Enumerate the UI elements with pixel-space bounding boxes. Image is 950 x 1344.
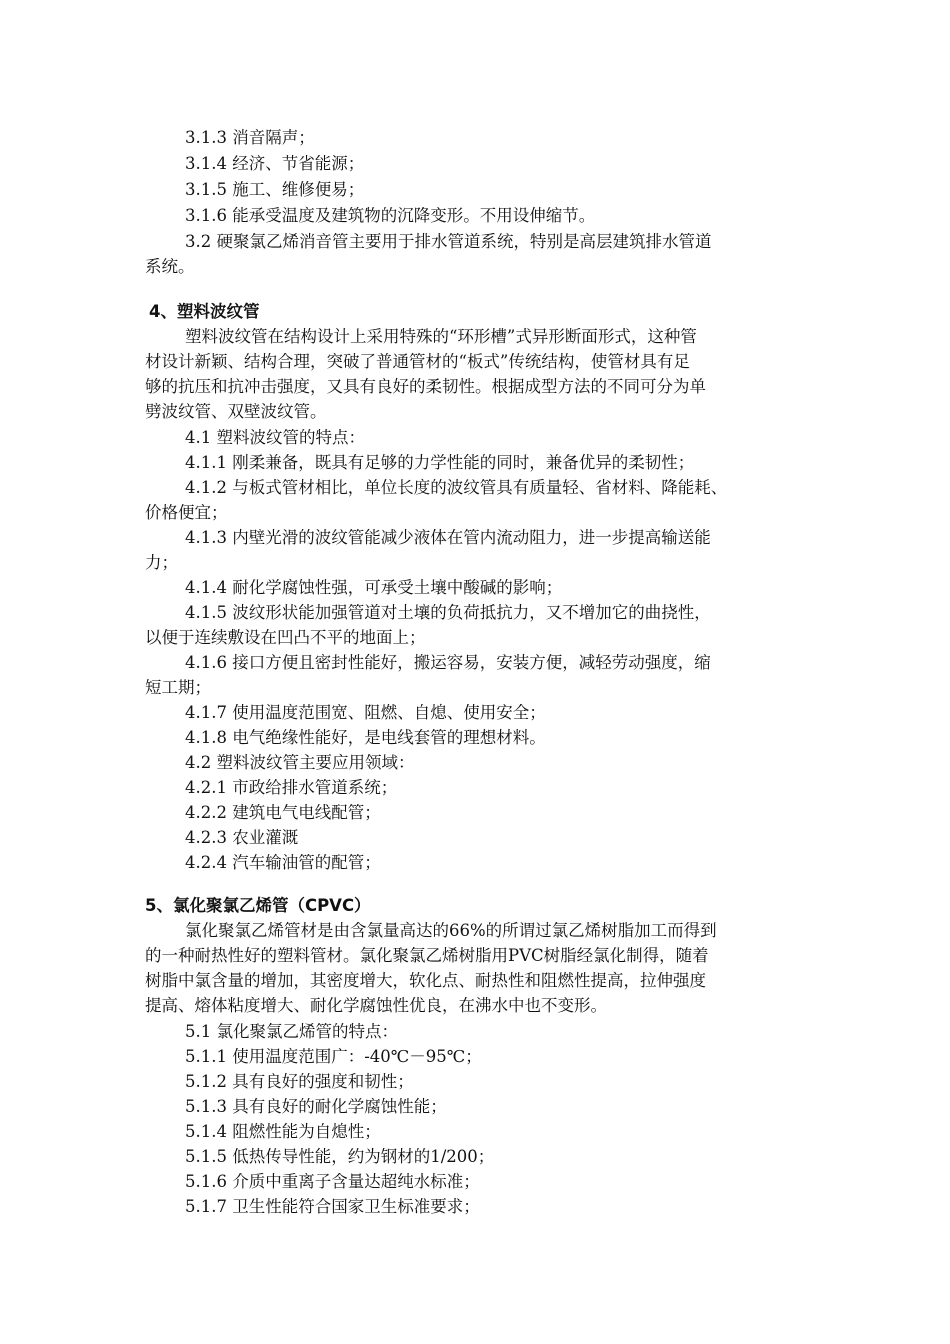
- list-item: 5.1.2 具有良好的强度和韧性；: [185, 1072, 414, 1091]
- paragraph-line: 系统。: [145, 257, 195, 276]
- list-item: 4.1.1 刚柔兼备，既具有足够的力学性能的同时，兼备优异的柔韧性；: [185, 453, 695, 472]
- list-item: 4.1.6 接口方便且密封性能好，搬运容易，安装方便，减轻劳动强度，缩: [185, 653, 711, 672]
- subsection-title: 4.2 塑料波纹管主要应用领域：: [185, 753, 415, 772]
- paragraph-line: 的一种耐热性好的塑料管材。氯化聚氯乙烯树脂用PVC树脂经氯化制得，随着: [145, 946, 709, 965]
- list-item: 4.1.2 与板式管材相比，单位长度的波纹管具有质量轻、省材料、降能耗、: [185, 478, 728, 497]
- list-item: 4.2.1 市政给排水管道系统；: [185, 778, 398, 797]
- list-item-continuation: 短工期；: [145, 678, 211, 697]
- section-heading: 5、氯化聚氯乙烯管（CPVC）: [145, 896, 371, 915]
- list-item: 4.1.5 波纹形状能加强管道对土壤的负荷抵抗力，又不增加它的曲挠性，: [185, 603, 711, 622]
- list-item: 5.1.3 具有良好的耐化学腐蚀性能；: [185, 1097, 447, 1116]
- list-item-continuation: 力；: [145, 553, 178, 572]
- subsection-title: 4.1 塑料波纹管的特点：: [185, 428, 365, 447]
- paragraph-line: 氯化聚氯乙烯管材是由含氯量高达的66%的所谓过氯乙烯树脂加工而得到: [185, 921, 717, 940]
- list-item: 4.1.3 内壁光滑的波纹管能减少液体在管内流动阻力，进一步提高输送能: [185, 528, 711, 547]
- list-item: 4.1.8 电气绝缘性能好，是电线套管的理想材料。: [185, 728, 546, 747]
- section-heading: 4、塑料波纹管: [149, 302, 260, 321]
- list-item: 3.1.3 消音隔声；: [185, 128, 315, 147]
- list-item: 3.1.6 能承受温度及建筑物的沉降变形。不用设伸缩节。: [185, 206, 596, 225]
- list-item: 4.2.4 汽车输油管的配管；: [185, 853, 381, 872]
- list-item-continuation: 以便于连续敷设在凹凸不平的地面上；: [145, 628, 426, 647]
- list-item: 4.1.7 使用温度范围宽、阻燃、自熄、使用安全；: [185, 703, 546, 722]
- list-item: 5.1.5 低热传导性能，约为钢材的1/200；: [185, 1147, 495, 1166]
- list-item: 3.1.5 施工、维修便易；: [185, 180, 365, 199]
- paragraph-line: 树脂中氯含量的增加，其密度增大，软化点、耐热性和阻燃性提高，拉伸强度: [145, 971, 706, 990]
- list-item-continuation: 价格便宜；: [145, 503, 228, 522]
- paragraph-line: 3.2 硬聚氯乙烯消音管主要用于排水管道系统，特别是高层建筑排水管道: [185, 232, 712, 251]
- list-item: 4.2.2 建筑电气电线配管；: [185, 803, 381, 822]
- paragraph-line: 提高、熔体粘度增大、耐化学腐蚀性优良，在沸水中也不变形。: [145, 996, 607, 1015]
- paragraph-line: 塑料波纹管在结构设计上采用特殊的“环形槽”式异形断面形式，这种管: [185, 327, 697, 346]
- list-item: 5.1.7 卫生性能符合国家卫生标准要求；: [185, 1197, 480, 1216]
- list-item: 3.1.4 经济、节省能源；: [185, 154, 365, 173]
- list-item: 5.1.6 介质中重离子含量达超纯水标准；: [185, 1172, 480, 1191]
- list-item: 5.1.1 使用温度范围广：-40℃－95℃；: [185, 1047, 482, 1066]
- list-item: 4.1.4 耐化学腐蚀性强，可承受土壤中酸碱的影响；: [185, 578, 563, 597]
- subsection-title: 5.1 氯化聚氯乙烯管的特点：: [185, 1022, 398, 1041]
- paragraph-line: 劈波纹管、双壁波纹管。: [145, 402, 327, 421]
- paragraph-line: 材设计新颖、结构合理，突破了普通管材的“板式”传统结构，使管材具有足: [145, 352, 690, 371]
- list-item: 5.1.4 阻燃性能为自熄性；: [185, 1122, 381, 1141]
- paragraph-line: 够的抗压和抗冲击强度，又具有良好的柔韧性。根据成型方法的不同可分为单: [145, 377, 706, 396]
- list-item: 4.2.3 农业灌溉: [185, 828, 299, 847]
